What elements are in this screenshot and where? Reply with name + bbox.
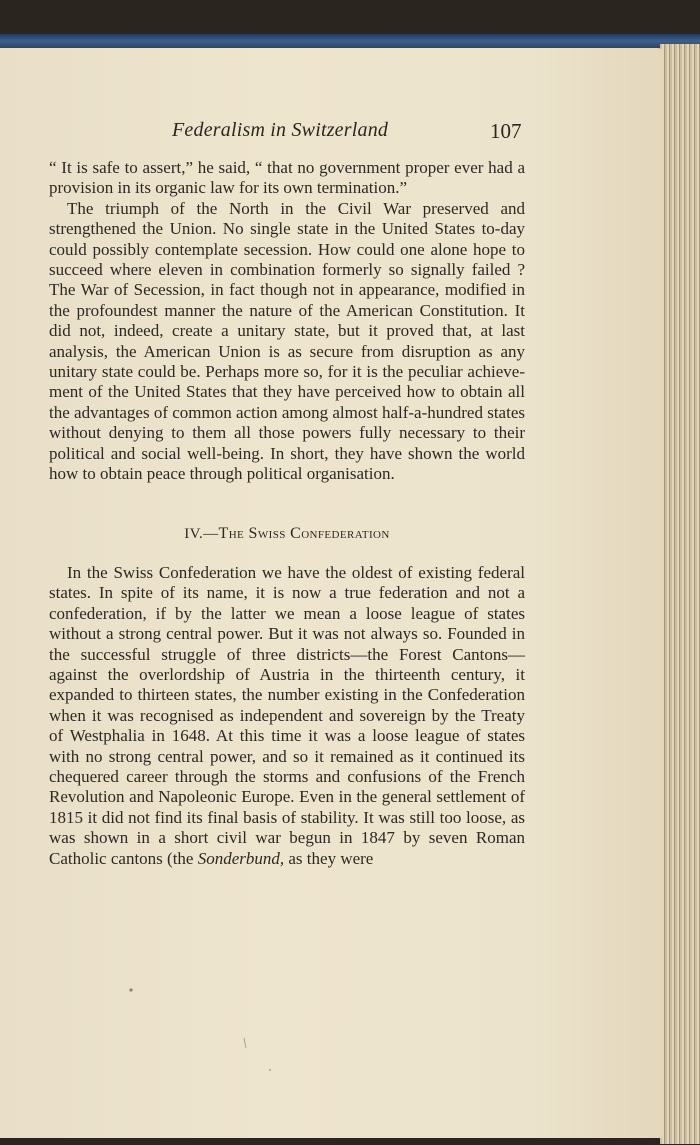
running-head: Federalism in Switzerland [172,119,389,141]
paragraph-swiss-tail: as they were [284,848,374,868]
paragraph-quote: “ It is safe to assert,” he said, “ that no government proper ever had a provision in its organic law for its own termination.” [49,158,525,198]
page-stack-edges [660,44,700,1144]
sonderbund-term: Sonderbund, [197,848,285,868]
section-number: IV.— [184,525,219,542]
binding-edge [0,34,700,48]
section-heading [49,524,525,544]
page-body [49,158,525,869]
paragraph-swiss [49,563,525,869]
page-number: 107 [490,119,522,143]
section-title: The Swiss Confederation [218,524,390,542]
page-header [0,117,660,147]
paragraph-union: The triumph of the North in the Civil War preserved and strengthened the Union. No single state in the United States to-day could possibly contemplate secession. How could one alone hope to succeed where eleven in combination formerly so signally failed ? The War of Secession, in fact though not in appearance, modified in the profoundest manner the nature of the American Constitution. It did not, indeed, create a unitary state, but it proved that, at last analysis, the American Union is as secure from disruption as any unitary state could be. Perhaps more so, for it is the peculiar achievement of the United States that they have perceived how to obtain all the advantages of common action among almost half-a-hundred states without denying to them all those powers fully necessary to their political and social well-being. In short, they have shown the world how to obtain peace through political organisation. [49,198,525,484]
paragraph-swiss-text: In the Swiss Confederation we have the oldest of existing federal states. In spite of its name, it is now a true federation and not a confederation, if by the latter we mean a loose league of states without a strong central power. But it was not always so. Founded in the successful struggle of three districts—the Forest Cantons—against the overlordship of Austria in the thirteenth century, it expanded to thirteen states, the number existing in the Confederation when it was recognised as independent and sovereign by the Treaty of Westphalia in 1648. At this time it was a loose league of states with no strong central power, and so it remained as it continued its chequered career through the storms and confusions of the French Revolution and Napoleonic Europe. Even in the general settlement of 1815 it did not find its final basis of stability. It was still too loose, as was shown in a short civil war begun in 1847 by seven Roman Catholic cantons (the [49,562,525,868]
